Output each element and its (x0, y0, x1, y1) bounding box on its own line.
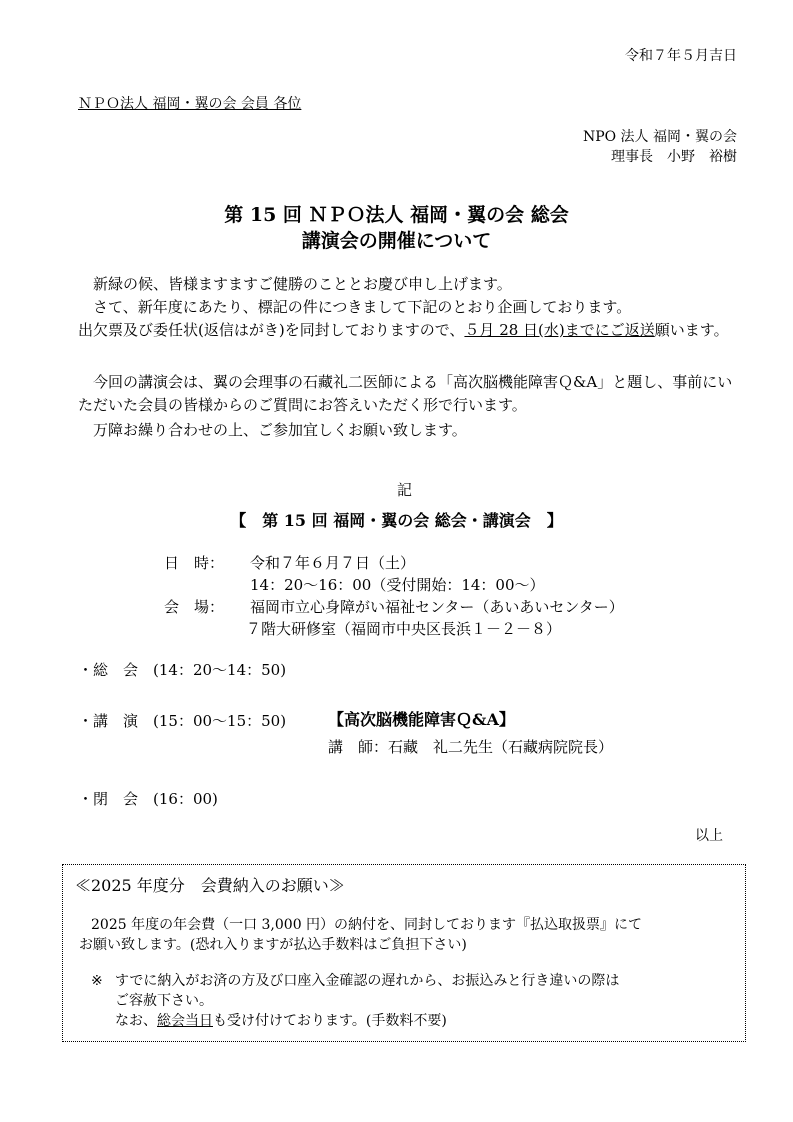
notice-note2: ご容赦下さい。 (115, 993, 213, 1009)
closing-paragraph: 万障お繰り合わせの上、ご参加宜しくお願い致します。 (93, 421, 467, 439)
notice-note1: すでに納入がお済の方及び口座入金確認の遅れから、お振込みと行き違いの際は (115, 973, 620, 989)
event-title: 【 第 15 回 福岡・翼の会 総会・講演会 】 (230, 511, 563, 530)
venue-label: 会 場： (164, 598, 225, 616)
lecture-paragraph: 今回の講演会は、翼の会理事の石藏礼二医師による「高次脳機能障害Ｑ&A」と題し、事前にいただいた会員の皆様からのご質問にお答えいただく形で行います。 (78, 373, 733, 414)
date-label: 日 時： (164, 554, 225, 572)
document-title-line2: 講演会の開催について (301, 230, 492, 252)
notice-line1: 2025 年度の年会費（一口 3,000 円）の納付を、同封しております『払込取扱票』にて (91, 917, 643, 933)
venue-room: ７階大研修室（福岡市中央区長浜１－２－８） (246, 620, 562, 638)
greeting-paragraph: 新緑の候、皆様ますますご健勝のこととお慶び申し上げます。 (93, 275, 512, 293)
sender-org: NPO 法人 福岡・翼の会 (582, 129, 737, 145)
intro-paragraph: さて、新年度にあたり、標記の件につきまして下記のとおり企画しております。 (93, 298, 632, 316)
addressee: ＮＰＯ法人 福岡・翼の会 会員 各位 (78, 96, 302, 112)
reply-deadline: ５月 28 日(水)までにご返送 (464, 321, 655, 339)
date-value: 令和７年６月７日（土） (250, 554, 416, 572)
notice-heading: ≪2025 年度分 会費納入のお願い≫ (75, 876, 345, 895)
membership-fee-notice (62, 864, 746, 1042)
ki-mark: 記 (397, 481, 413, 499)
reply-paragraph: 出欠票及び委任状(返信はがき)を同封しておりますので、５月 28 日(水)までにご返送願います。 (78, 321, 729, 339)
program-soukai: ・総 会 (14：20～14：50) (78, 661, 287, 679)
document-date: 令和７年５月吉日 (625, 48, 737, 64)
lecture-speaker: 講 師：石藏 礼二先生（石藏病院院長） (328, 738, 614, 756)
program-heikai: ・閉 会 (16：00) (78, 790, 218, 808)
ijou-mark: 以上 (695, 828, 723, 844)
venue-value: 福岡市立心身障がい福祉センター（あいあいセンター） (250, 598, 624, 616)
notice-line2: お願い致します。(恐れ入りますが払込手数料はご負担下さい) (79, 937, 467, 953)
time-value: 14：20～16：00（受付開始：14：00～） (250, 576, 545, 594)
program-kouen: ・講 演 (15：00～15：50) (78, 712, 287, 730)
sender-name: 理事長 小野 裕樹 (611, 149, 737, 165)
notice-note3: なお、総会当日も受け付けております。(手数料不要) (115, 1013, 447, 1029)
document-title-line1: 第 15 回 ＮＰＯ法人 福岡・翼の会 総会 (224, 204, 569, 226)
note-mark: ※ (91, 973, 103, 989)
meeting-day-emphasis: 総会当日 (157, 1013, 213, 1029)
lecture-topic: 【高次脳機能障害Ｑ&A】 (328, 710, 515, 729)
